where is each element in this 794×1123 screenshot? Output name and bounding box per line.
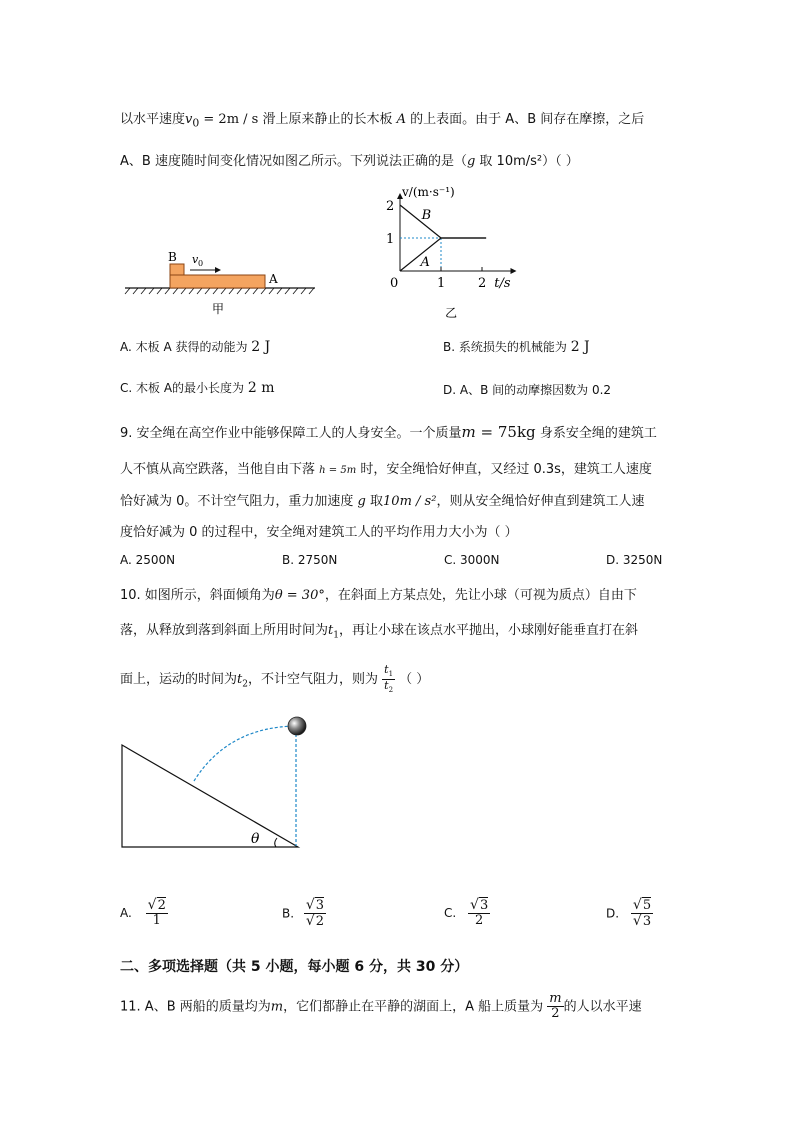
section-heading: 二、多项选择题（共 5 小题，每小题 6 分，共 30 分） xyxy=(120,959,469,975)
caption-jia: 甲 xyxy=(212,302,225,316)
frac-den: 2 xyxy=(551,1006,560,1022)
option-text: B. 系统损失的机械能为 xyxy=(443,340,567,354)
option-den: 2 xyxy=(315,914,325,930)
option-den: 2 xyxy=(474,913,484,929)
option-fraction: $\frac{√3}{2}$ xyxy=(470,897,489,929)
projectile-path xyxy=(194,726,296,781)
y-tick-label: 0 xyxy=(390,276,399,291)
option-text: C. 木板 A的最小长度为 xyxy=(120,381,245,395)
option-text: A. 木板 A 获得的动能为 xyxy=(120,340,248,354)
p8-text: 的上表面。由于 A、B 间存在摩擦，之后 xyxy=(410,112,645,127)
option-num: 3 xyxy=(315,898,325,913)
p8-option-a xyxy=(120,338,270,355)
p10-option-c xyxy=(444,898,490,929)
p10-text: ，在斜面上方某点处，先让小球（可视为质点）自由下 xyxy=(324,588,637,603)
p10-text: 10. 如图所示，斜面倾角为 xyxy=(120,588,275,603)
option-num: 5 xyxy=(642,898,652,913)
g-value: 10m / s² xyxy=(383,494,437,509)
frac-t1-sub: 1 xyxy=(388,670,394,679)
p9-text: 9. 安全绳在高空作业中能够保障工人的人身安全。一个质量 xyxy=(120,426,462,441)
series-label-b: B xyxy=(421,207,432,223)
p9-text: 身系安全绳的建筑工 xyxy=(539,426,657,441)
p11-text: ，它们都静止在平静的湖面上，A 船上质量为 xyxy=(283,999,544,1015)
p8-text: ）（ ） xyxy=(542,154,579,169)
theta-label: θ xyxy=(251,831,260,847)
option-value: 2 J xyxy=(251,339,271,355)
p9-line3 xyxy=(120,490,644,509)
p8-option-d: D. A、B 间的动摩擦因数为 0.2 xyxy=(443,383,612,397)
p10-option-a xyxy=(120,898,168,929)
option-num: 3 xyxy=(479,898,489,913)
t2-subscript: 2 xyxy=(242,679,248,690)
p11-line1 xyxy=(120,992,642,1022)
series-line-b xyxy=(400,205,486,238)
p10-text: 面上，运动的时间为 xyxy=(120,671,238,687)
p8-text: 以水平速度 xyxy=(120,112,186,127)
p10-text: （ ） xyxy=(399,671,430,687)
series-line-a xyxy=(400,238,486,271)
label-b: B xyxy=(168,250,177,264)
p10-text: ，不计空气阻力，则为 xyxy=(247,671,378,687)
p10-line1 xyxy=(120,584,637,603)
height-value: h = 5m xyxy=(319,465,357,476)
option-num: 2 xyxy=(157,898,166,913)
option-value: 2 m xyxy=(247,380,275,396)
option-label: B. xyxy=(282,906,295,921)
p9-line1 xyxy=(120,422,657,441)
board-a xyxy=(170,275,265,288)
y-tick-label: 2 xyxy=(386,199,395,214)
p10-option-d xyxy=(606,898,653,930)
x-axis-label: t/s xyxy=(494,276,511,291)
v0-symbol: v xyxy=(185,112,193,127)
figure-jia xyxy=(120,245,320,320)
v0-subscript: 0 xyxy=(192,116,200,130)
p9-option-a: A. 2500N xyxy=(120,553,176,567)
vt-chart xyxy=(386,185,517,320)
block-b xyxy=(170,264,184,275)
x-tick-label: 2 xyxy=(478,276,487,291)
g-symbol: g xyxy=(466,154,476,169)
mass-symbol: m xyxy=(461,423,476,441)
p10-text: ，再让小球在该点水平抛出，小球刚好能垂直打在斜 xyxy=(338,623,638,638)
option-den: 3 xyxy=(642,914,652,930)
p10-option-b xyxy=(282,898,326,930)
option-label: C. xyxy=(444,905,457,920)
label-v0: v xyxy=(192,253,199,266)
figure-incline xyxy=(118,712,318,852)
x-tick-label: 1 xyxy=(437,276,446,291)
p9-text: 取 xyxy=(370,494,384,509)
frac-t2-sub: 2 xyxy=(388,686,394,695)
g-symbol: g xyxy=(357,494,366,509)
y-axis-label: v/(m·s⁻¹) xyxy=(402,185,455,199)
p9-option-b: B. 2750N xyxy=(282,553,338,567)
label-a: A xyxy=(269,272,278,286)
option-fraction: $\frac{√2}{1}$ xyxy=(147,897,166,929)
g-value: 取 10m/s² xyxy=(479,154,543,169)
p9-line2 xyxy=(120,458,652,477)
p8-option-b xyxy=(443,338,590,355)
p8-line1 xyxy=(120,108,644,130)
p9-line4: 度恰好减为 0 的过程中，安全绳对建筑工人的平均作用力大小为（ ） xyxy=(120,525,518,540)
caption-yi: 乙 xyxy=(445,306,458,320)
half-mass-fraction xyxy=(547,992,563,1022)
label-v0-sub: 0 xyxy=(198,259,204,268)
p11-text: 11. A、B 两船的质量均为 xyxy=(120,999,271,1015)
ball xyxy=(288,717,306,735)
p8-option-c xyxy=(120,379,275,396)
option-label: A. xyxy=(120,905,132,920)
p8-line2 xyxy=(120,150,579,169)
p9-option-d: D. 3250N xyxy=(606,553,663,567)
p11-text: 的人以水平速 xyxy=(563,999,642,1015)
v0-value: = 2m / s xyxy=(199,112,259,127)
mass-symbol: m xyxy=(270,999,284,1015)
p9-text: 时，安全绳恰好伸直，又经过 0.3s，建筑工人速度 xyxy=(360,462,652,477)
option-value: 2 J xyxy=(570,339,590,355)
p9-text: 恰好减为 0。不计空气阻力，重力加速度 xyxy=(120,494,354,509)
p10-line2 xyxy=(120,619,638,641)
p10-text: 落，从释放到落到斜面上所用时间为 xyxy=(120,623,329,638)
mass-value: = 75kg xyxy=(475,423,536,441)
p8-text: A、B 速度随时间变化情况如图乙所示。下列说法正确的是（ xyxy=(120,154,467,169)
frac-t2: t xyxy=(384,678,389,692)
board-symbol: A xyxy=(396,112,407,127)
t2-symbol: t xyxy=(237,671,243,687)
frac-t1: t xyxy=(384,663,389,676)
option-den: 1 xyxy=(152,913,161,929)
t1-subscript: 1 xyxy=(333,630,339,641)
x-axis-arrow xyxy=(511,268,517,274)
p9-text: 人不慎从高空跌落，当他自由下落 xyxy=(120,462,316,477)
figure-yi xyxy=(380,183,530,320)
y-tick-label: 1 xyxy=(386,232,395,247)
p8-text: 滑上原来静止的长木板 xyxy=(262,112,393,127)
t1-over-t2-fraction xyxy=(382,664,395,695)
p9-text: ，则从安全绳恰好伸直到建筑工人速 xyxy=(436,494,645,509)
frac-num: m xyxy=(549,991,562,1006)
p10-line3 xyxy=(120,664,429,695)
series-label-a: A xyxy=(420,255,430,271)
theta-value: θ = 30° xyxy=(274,588,325,603)
p9-option-c: C. 3000N xyxy=(444,553,500,567)
option-label: D. xyxy=(606,906,620,921)
option-fraction: $\frac{√3}{√2}$ xyxy=(305,897,325,930)
option-fraction: $\frac{√5}{√3}$ xyxy=(632,897,652,930)
t1-symbol: t xyxy=(328,623,334,638)
